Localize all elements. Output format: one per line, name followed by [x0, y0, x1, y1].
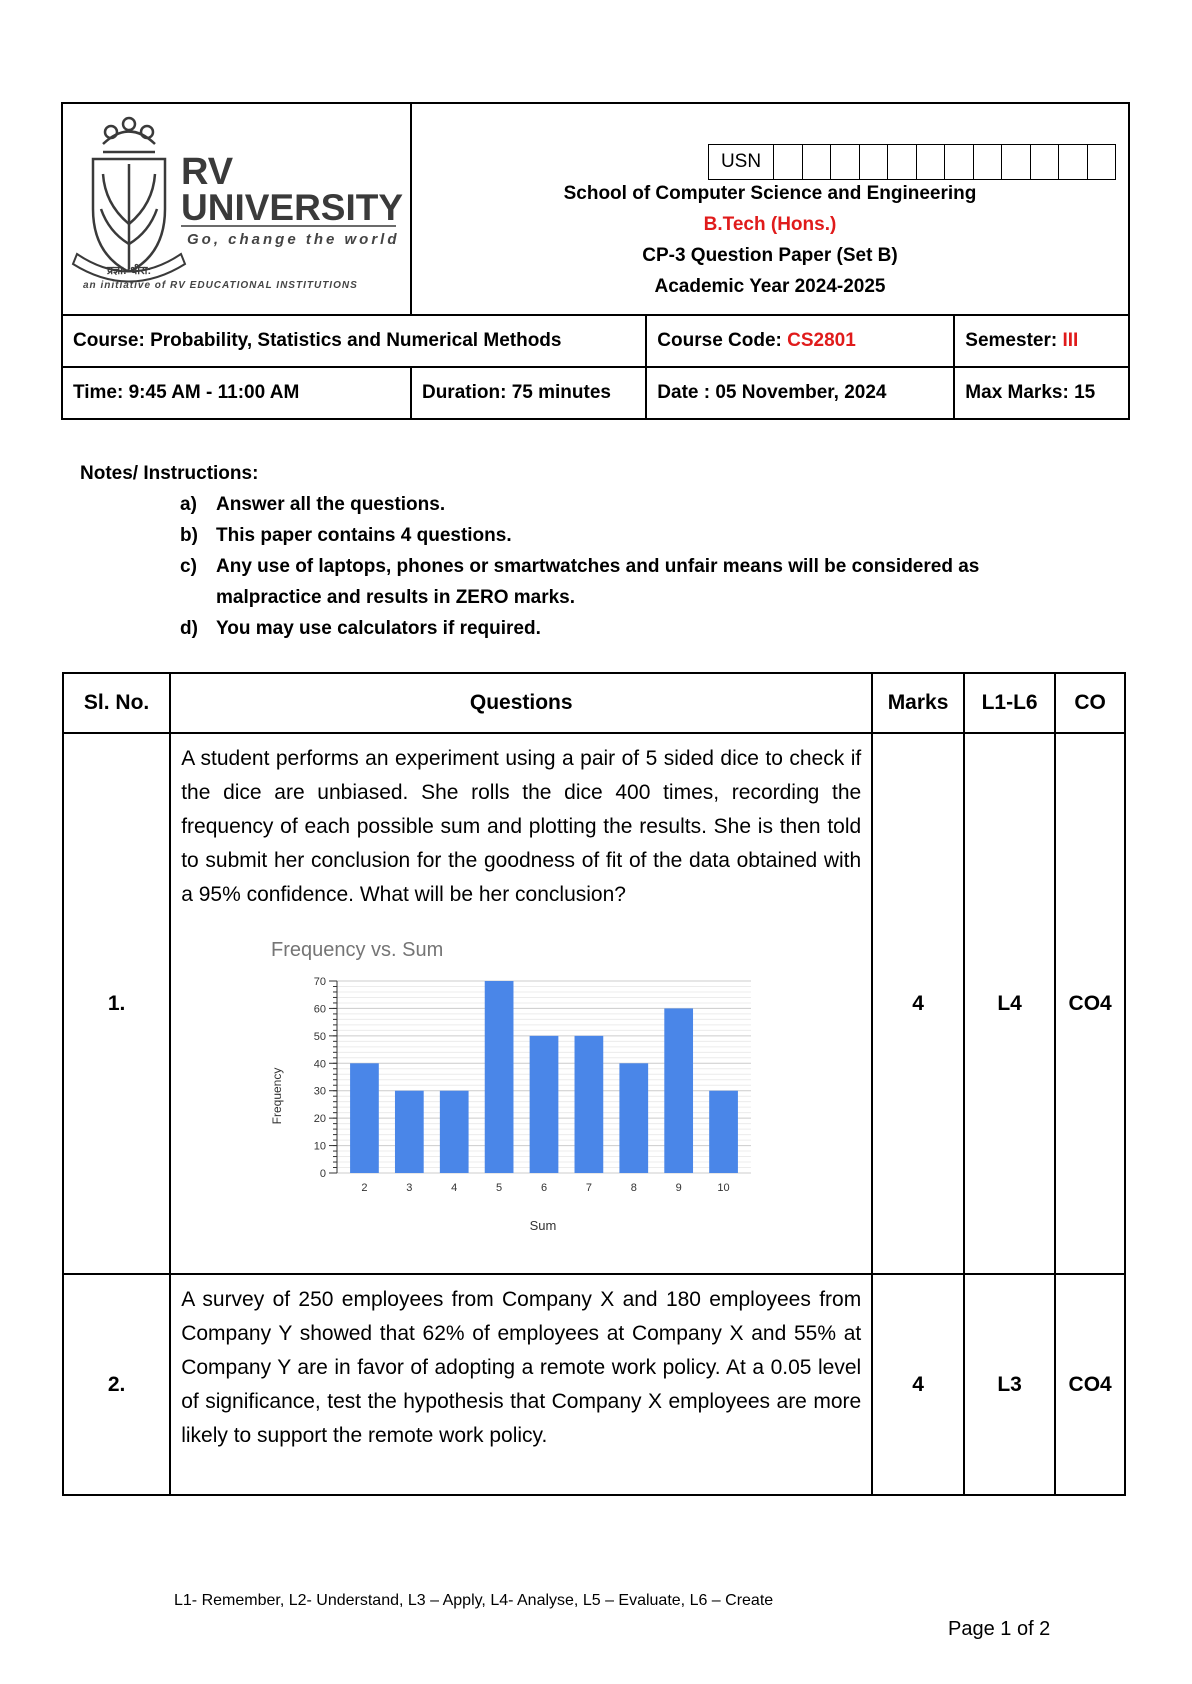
- x-tick-label: 5: [496, 1182, 503, 1194]
- usn-box[interactable]: [974, 145, 1003, 179]
- x-tick-label: 3: [406, 1182, 413, 1194]
- table-row: [63, 1274, 1125, 1495]
- note-item: c) Any use of laptops, phones or smartwatches and unfair means will be considered as malpractice and results in ZERO marks.: [180, 556, 980, 608]
- note-item: a) Answer all the questions.: [180, 494, 446, 515]
- usn-box[interactable]: [888, 145, 917, 179]
- usn-box[interactable]: [1088, 145, 1116, 179]
- y-tick-label: 20: [313, 1113, 327, 1126]
- semester-value: III: [1062, 330, 1079, 351]
- exam-duration: Duration: 75 minutes: [411, 367, 646, 419]
- col-header-co: CO: [1055, 673, 1125, 733]
- chart-bar: [620, 1063, 649, 1173]
- note-item: b) This paper contains 4 questions.: [180, 525, 512, 546]
- chart-title: Frequency vs. Sum: [271, 939, 444, 961]
- question-marks: 4: [872, 733, 964, 1274]
- program-name: B.Tech (Hons.): [703, 214, 837, 235]
- usn-box[interactable]: [774, 145, 803, 179]
- frequency-chart: [181, 926, 861, 1246]
- note-item: d) You may use calculators if required.: [180, 618, 541, 639]
- y-tick-label: 10: [313, 1140, 327, 1153]
- chart-y-label: Frequency: [270, 1067, 285, 1125]
- chart-bar: [709, 1091, 738, 1173]
- max-marks: Max Marks: 15: [954, 367, 1129, 419]
- levels-footer: L1- Remember, L2- Understand, L3 – Apply, L4- Analyse, L5 – Evaluate, L6 – Create: [174, 1592, 774, 1609]
- exam-date: Date : 05 November, 2024: [646, 367, 954, 419]
- title-cell: [411, 103, 1129, 315]
- col-header-slno: Sl. No.: [63, 673, 170, 733]
- logo-rv: RV: [181, 151, 234, 193]
- logo-initiative: an initiative of RV EDUCATIONAL INSTITUTIONS: [83, 280, 358, 291]
- question-co: CO4: [1055, 1274, 1125, 1495]
- paper-title: CP-3 Question Paper (Set B): [642, 245, 898, 266]
- x-tick-label: 7: [586, 1182, 593, 1194]
- logo-university: UNIVERSITY: [181, 187, 404, 228]
- chart-bar: [395, 1091, 424, 1173]
- question-number: 1.: [63, 733, 170, 1274]
- chart-x-label: Sum: [529, 1218, 557, 1233]
- question-marks: 4: [872, 1274, 964, 1495]
- chart-bar: [440, 1091, 469, 1173]
- y-tick-label: 0: [320, 1168, 327, 1180]
- questions-table: [62, 672, 1126, 1496]
- usn-box[interactable]: [1031, 145, 1060, 179]
- logo-cell: [62, 103, 411, 315]
- y-tick-label: 70: [313, 976, 327, 988]
- y-tick-label: 40: [313, 1058, 327, 1071]
- school-name: School of Computer Science and Engineering: [563, 183, 977, 204]
- course-name: Course: Probability, Statistics and Numerical Methods: [62, 315, 646, 367]
- question-cell: [170, 733, 872, 1274]
- seal-text: प्रज्ञा:•धीरा:: [106, 265, 152, 277]
- usn-box[interactable]: [860, 145, 889, 179]
- question-text: A survey of 250 employees from Company X and 180 employees from Company Y showed that 62% of employees at Company X and 55% at Company Y are in favor of adopting a remote work policy. At a 0.05 level of significance, test the hypothesis that Company X employees are more likely to support the remote work policy.: [170, 1274, 872, 1495]
- semester: Semester: III: [954, 315, 1129, 367]
- university-logo: [63, 104, 408, 308]
- chart-bar: [485, 981, 514, 1173]
- chart-bar: [350, 1063, 379, 1173]
- x-tick-label: 4: [451, 1182, 458, 1194]
- chart-bar: [665, 1008, 694, 1173]
- question-level: L4: [964, 733, 1055, 1274]
- table-row: [63, 733, 1125, 1274]
- y-tick-label: 60: [313, 1003, 327, 1016]
- usn-box[interactable]: [1059, 145, 1088, 179]
- y-tick-label: 30: [313, 1085, 327, 1098]
- x-tick-label: 6: [541, 1182, 548, 1194]
- usn-box[interactable]: [917, 145, 946, 179]
- usn-field[interactable]: [708, 144, 1116, 180]
- col-header-questions: Questions: [170, 673, 872, 733]
- question-level: L3: [964, 1274, 1055, 1495]
- notes-title: Notes/ Instructions:: [80, 463, 259, 484]
- question-text: A student performs an experiment using a pair of 5 sided dice to check if the dice are unbiased. She rolls the dice 400 times, recording the frequency of each possible sum and plotting the results. She is then told to submit her conclusion for the goodness of fit of the data obtained with a 95% confidence. What will be her conclusion?: [181, 747, 862, 906]
- usn-box[interactable]: [945, 145, 974, 179]
- notes-list: [80, 489, 980, 644]
- usn-box[interactable]: [831, 145, 860, 179]
- x-tick-label: 10: [717, 1182, 730, 1194]
- exam-time: Time: 9:45 AM - 11:00 AM: [62, 367, 411, 419]
- x-tick-label: 9: [675, 1182, 682, 1194]
- usn-box[interactable]: [803, 145, 832, 179]
- y-tick-label: 50: [313, 1030, 327, 1043]
- academic-year: Academic Year 2024-2025: [654, 276, 886, 297]
- course-code: Course Code: CS2801: [646, 315, 954, 367]
- col-header-marks: Marks: [872, 673, 964, 733]
- chart-bar: [575, 1036, 604, 1173]
- usn-label: USN: [709, 145, 774, 179]
- notes-section: [80, 458, 980, 644]
- usn-box[interactable]: [1002, 145, 1031, 179]
- question-number: 2.: [63, 1274, 170, 1495]
- course-code-value: CS2801: [787, 330, 856, 351]
- question-co: CO4: [1055, 733, 1125, 1274]
- chart-bar: [530, 1036, 559, 1173]
- page-number: Page 1 of 2: [948, 1618, 1051, 1640]
- x-tick-label: 2: [361, 1182, 368, 1194]
- logo-tagline: Go, change the world: [187, 231, 400, 248]
- col-header-level: L1-L6: [964, 673, 1055, 733]
- x-tick-label: 8: [630, 1182, 638, 1194]
